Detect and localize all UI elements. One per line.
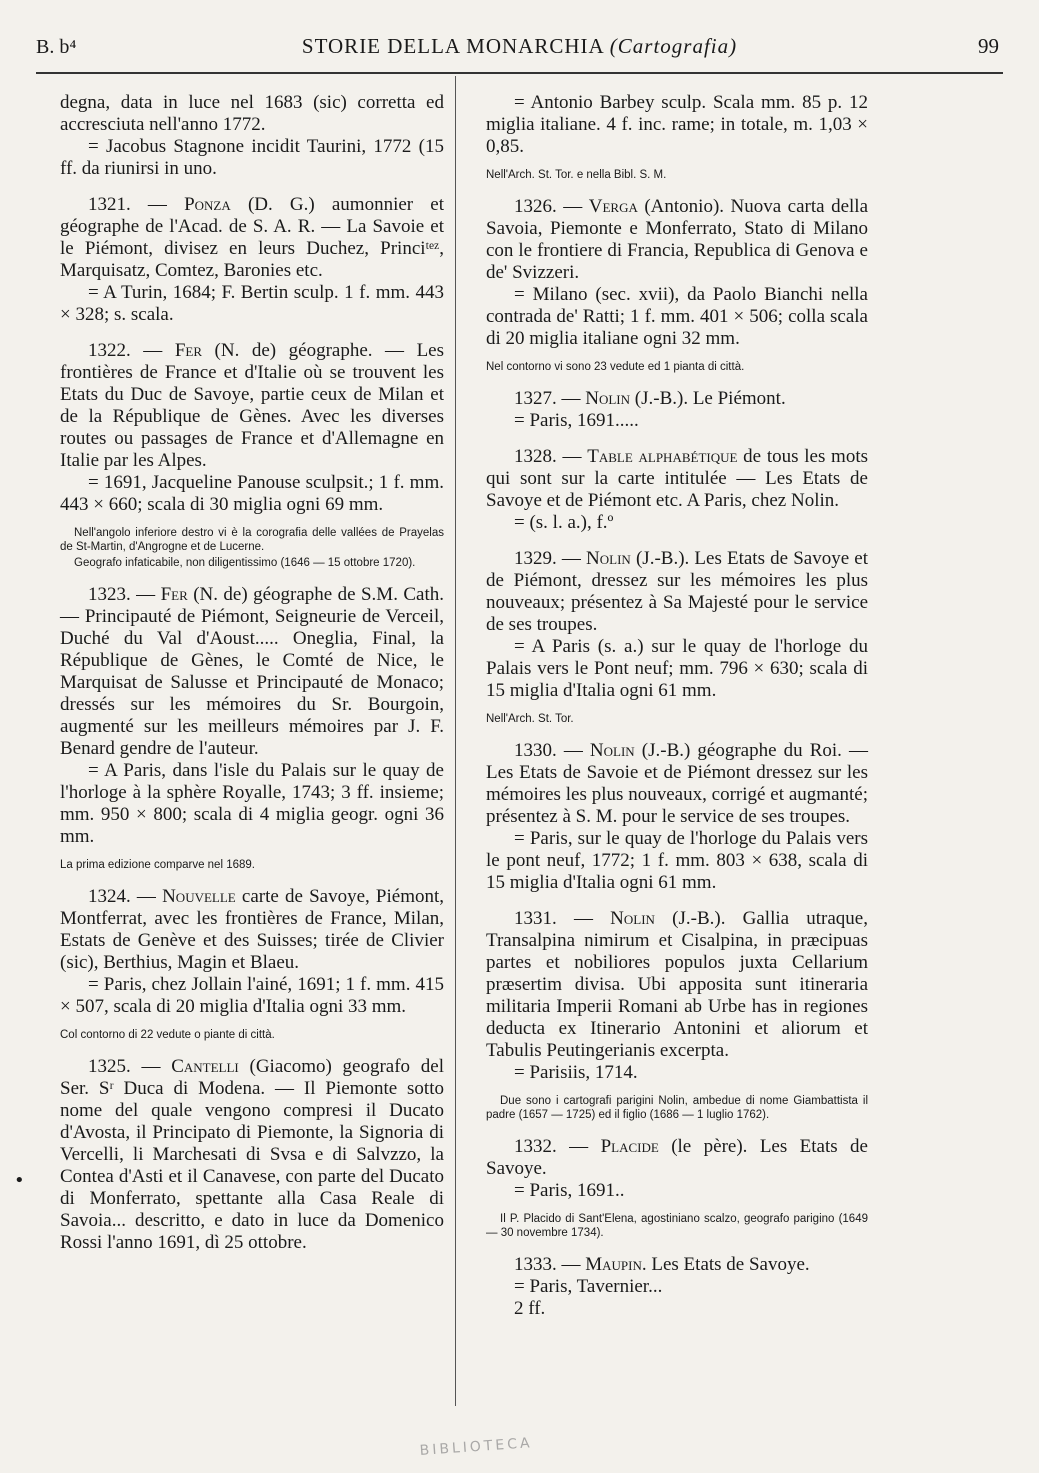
library-stamp: BIBLIOTECA [419, 1435, 534, 1459]
entry-imprint: 2 ff. [514, 1298, 546, 1319]
entry-imprint: = A Turin, 1684; F. Bertin sculp. 1 f. mm. 443 × 328; s. scala. [60, 282, 444, 325]
entry-1326: 1326. — Verga (Antonio). Nuova carta della Savoia, Piemonte e Monferrato, Stato di Milano con le frontiere di Francia, Republica di Genova e de' Svizzeri. = Milano (sec. xvii), da Paolo Bianchi nella contrada de' Ratti; 1 f. mm. 401 × 506; colla scala di 20 miglia italiane ogni 32 mm. Nel contorno vi sono 23 vedute ed 1 pianta di città. [486, 196, 869, 373]
entry-number: 1329. [514, 548, 557, 569]
entry-author: Nouvelle [162, 886, 236, 907]
entry-1327: 1327. — Nolin (J.-B.). Le Piémont. = Paris, 1691..... [486, 388, 868, 432]
entry-1321: 1321. — Ponza (D. G.) aumonnier et géographe de l'Acad. de S. A. R. — La Savoie et le Piémont, divisez en leurs Duchez, Princiᵗᵉᶻ, Marquisatz, Comtez, Baronies etc. = A Turin, 1684; F. Bertin sculp. 1 f. mm. 443 × 328; s. scala. [60, 194, 445, 325]
entry-text: (Antonio). Nuova carta della Savoia, Piemonte e Monferrato, Stato di Milano con le frontiere di Francia, Republica di Genova e de' Svizzeri. [486, 196, 869, 283]
entry-note: Il P. Placido di Sant'Elena, agostiniano scalzo, geografo parigino (1649 — 30 novembre 1734). [486, 1213, 868, 1239]
entry-author: Nolin [585, 388, 631, 409]
entry-1323: 1323. — Fer (N. de) géographe de S.M. Cath. — Principauté de Piémont, Seigneurie de Verceil, Duché du Val d'Aoust..... Oneglia, Final, la République de Gènes, le Comté de Nice, le Marquisat de Salusse et Principauté de Monaco; dressés sur les mémoires du Sr. Bourgoin, augmenté sur les meilleurs mémoires par J. F. Benard gendre de l'auteur. = A Paris, dans l'isle du Palais sur le quay de l'horloge à la sphère Royalle, 1743; 3 ff. insieme; mm. 950 × 800; scala di 4 miglia geogr. ogni 36 mm. La prima edizione comparve nel 1689. [60, 584, 445, 871]
column-divider [455, 76, 456, 1406]
entry-1332: 1332. — Placide (le père). Les Etats de Savoye. = Paris, 1691.. Il P. Placido di Sant'Elena, agostiniano scalzo, geografo parigino (1649 — 30 novembre 1734). [486, 1136, 868, 1239]
entry-note: La prima edizione comparve nel 1689. [60, 859, 255, 871]
page-header [36, 32, 1003, 74]
entry-1330: 1330. — Nolin (J.-B.) géographe du Roi. — Les Etats de Savoie et de Piémont dressez sur les mémoires les plus nouveaux, corrigé et augmanté; présentez à S. M. pour le service de ses troupes. = Paris, sur le quay de l'horloge du Palais vers le pont neuf, 1772; 1 f. mm. 803 × 638, scala di 15 miglia d'Italia ogni 61 mm. [486, 740, 868, 893]
entry-continuation-right [486, 92, 868, 182]
entry-text: carte de Savoye, Piémont, Montferrat, avec les frontières de France, Milan, Estats de Genève et des Suisses; tirée de Clivier (sic), Berthius, Magin et Blaeu. [60, 886, 444, 973]
entry-imprint: = Paris, chez Jollain l'ainé, 1691; 1 f. mm. 415 × 507, scala di 20 miglia d'Italia ogni 33 mm. [60, 974, 444, 1017]
entry-text: (D. G.) aumonnier et géographe de l'Acad. de S. A. R. — La Savoie et le Piémont, divisez en leurs Duchez, Princiᵗᵉᶻ, Marquisatz, Comtez, Baronies etc. [60, 194, 445, 281]
entry-1324: 1324. — Nouvelle carte de Savoye, Piémont, Montferrat, avec les frontières de France, Milan, Estats de Genève et des Suisses; tirée de Clivier (sic), Berthius, Magin et Blaeu. = Paris, chez Jollain l'ainé, 1691; 1 f. mm. 415 × 507, scala di 20 miglia d'Italia ogni 33 mm. Col contorno di 22 vedute o piante di città. [60, 886, 444, 1041]
entry-note: Due sono i cartografi parigini Nolin, ambedue di nome Giambattista il padre (1657 — 1725) ed il figlio (1686 — 1 luglio 1762). [486, 1095, 868, 1121]
entry-imprint: = (s. l. a.), f.º [514, 512, 614, 533]
entry-note: Nell'Arch. St. Tor. [486, 713, 574, 725]
left-column [60, 92, 444, 1254]
right-column [486, 92, 868, 1320]
entry-imprint: = Paris, 1691.. [514, 1180, 625, 1201]
entry-author: Nolin [586, 548, 631, 569]
entry-number: 1331. [514, 908, 557, 929]
entry-imprint: = A Paris, dans l'isle du Palais sur le quay de l'horloge à la sphère Royalle, 1743; 3 ff. insieme; mm. 950 × 800; scala di 4 miglia geogr. ogni 36 mm. [60, 760, 444, 847]
entry-text: (le père). Les Etats de Savoye. [486, 1136, 868, 1179]
entry-note: Col contorno di 22 vedute o piante di città. [60, 1029, 275, 1041]
entry-text: (Giacomo) geografo del Ser. Sʳ Duca di Modena. — Il Piemonte sotto nome del quale vengono compresi il Ducato d'Avosta, il Principato di Piemonte, la Signoria di Vercelli, li Marchesati di Svsa e di Salvzzo, la Contea d'Asti et il Canavese, con parte del Ducato di Monferrato, spettante alla Casa Reale di Savoia... descritto, e dato in luce da Domenico Rossi l'anno 1691, dì 25 ottobre. [60, 1056, 444, 1253]
entry-note: Nel contorno vi sono 23 vedute ed 1 pianta di città. [486, 361, 745, 373]
entry-imprint: = Antonio Barbey sculp. Scala mm. 85 p. 12 miglia italiane. 4 f. inc. rame; in totale, m. 1,03 × 0,85. [486, 92, 868, 157]
entry-imprint: = Jacobus Stagnone incidit Taurini, 1772 (15 ff. da riunirsi in uno. [60, 136, 444, 179]
entry-1333: 1333. — Maupin. Les Etats de Savoye. = Paris, Tavernier... 2 ff. [486, 1254, 868, 1320]
entry-author: Placide [600, 1136, 659, 1157]
entry-text: degna, data in luce nel 1683 (sic) corretta ed accresciuta nell'anno 1772. [60, 92, 444, 135]
entry-number: 1325. [88, 1056, 131, 1077]
margin-bullet-mark: • [14, 1170, 25, 1191]
entry-text: (J.-B.). Les Etats de Savoye et de Piémont, dressez sur les mémoires les plus nouveaux; présentez à Sa Majesté pour le service de ses troupes. [486, 548, 868, 635]
entry-number: 1323. [88, 584, 131, 605]
entry-author: Fer [174, 340, 202, 361]
entry-author: Ponza [184, 194, 231, 215]
entry-text: (J.-B.). Le Piémont. [630, 388, 786, 409]
entry-1328: 1328. — Table alphabétique de tous les mots qui sont sur la carte intitulée — Les Etats de Savoye et de Piémont etc. A Paris, chez Nolin. = (s. l. a.), f.º [486, 446, 869, 533]
entry-imprint: = Paris, 1691..... [514, 410, 639, 431]
entry-number: 1332. [514, 1136, 557, 1157]
entry-imprint: = 1691, Jacqueline Panouse sculpsit.; 1 f. mm. 443 × 660; scala di 30 miglia ogni 69 mm. [60, 472, 444, 515]
entry-author: Nolin [610, 908, 655, 929]
running-title [36, 34, 1003, 59]
entry-text: de tous les mots qui sont sur la carte intitulée — Les Etats de Savoye et de Piémont etc. A Paris, chez Nolin. [486, 446, 869, 511]
entry-number: 1333. [514, 1254, 557, 1275]
entry-author: Fer [160, 584, 188, 605]
entry-imprint: = A Paris (s. a.) sur le quay de l'horloge du Palais vers le Pont neuf; mm. 796 × 630; scala di 15 miglia d'Italia ogni 61 mm. [486, 636, 868, 701]
entry-number: 1328. [514, 446, 557, 467]
entry-imprint: = Parisiis, 1714. [514, 1062, 638, 1083]
entry-1329: 1329. — Nolin (J.-B.). Les Etats de Savoye et de Piémont, dressez sur les mémoires les plus nouveaux; présentez à Sa Majesté pour le service de ses troupes. = A Paris (s. a.) sur le quay de l'horloge du Palais vers le Pont neuf; mm. 796 × 630; scala di 15 miglia d'Italia ogni 61 mm. Nell'Arch. St. Tor. [486, 548, 868, 725]
entry-note: Geografo infaticabile, non diligentissimo (1646 — 15 ottobre 1720). [74, 557, 416, 569]
entry-text: (J.-B.). Gallia utraque, Transalpina nimirum et Cisalpina, in præcipuas partes et nobiliores populos juxta Cellarium præsertim divisa. Ubi apposita sunt itineraria militaria Imperii Romani ab Urbe has in regiones deducta ex Itinerario Antonini et aliorum et Tabulis Peutingerianis excerpta. [486, 908, 868, 1061]
entry-imprint: = Paris, sur le quay de l'horloge du Palais vers le pont neuf, 1772; 1 f. mm. 803 × 638, scala di 15 miglia d'Italia ogni 61 mm. [486, 828, 868, 893]
entry-author: Cantelli [171, 1056, 239, 1077]
entry-number: 1322. [88, 340, 131, 361]
entry-number: 1330. [514, 740, 557, 761]
running-title-main: STORIE DELLA MONARCHIA [301, 34, 610, 58]
entry-number: 1321. [88, 194, 131, 215]
entry-number: 1324. [88, 886, 131, 907]
entry-author: Maupin. [585, 1254, 647, 1275]
entry-note: Nell'Arch. St. Tor. e nella Bibl. S. M. [486, 169, 667, 181]
entry-note: Nell'angolo inferiore destro vi è la corografia delle vallées de Prayelas de St-Martin, d'Angrogne et de Lucerne. [60, 527, 444, 553]
entry-number: 1326. [514, 196, 557, 217]
entry-author: Nolin [589, 740, 635, 761]
entry-text: (N. de) géographe de S.M. Cath. — Principauté de Piémont, Seigneurie de Verceil, Duché du Val d'Aoust..... Oneglia, Final, la République de Gènes, le Comté de Nice, le Marquisat de Salusse et Principauté de Monaco; dressés sur les mémoires du Sr. Bourgoin, augmenté sur les meilleurs mémoires par J. F. Benard gendre de l'auteur. [60, 584, 445, 759]
entry-1322: 1322. — Fer (N. de) géographe. — Les frontières de France et d'Italie où se trouvent les Etats du Duc de Savoye, partie ceux de Milan et de la République de Gènes. Avec les diverses routes ou passages de France et d'Allemagne en Italie par les Alpes. = 1691, Jacqueline Panouse sculpsit.; 1 f. mm. 443 × 660; scala di 30 miglia ogni 69 mm. Nell'angolo inferiore destro vi è la corografia delle vallées de Prayelas de St-Martin, d'Angrogne et de Lucerne. Geografo infaticabile, non diligentissimo (1646 — 15 ottobre 1720). [60, 340, 445, 569]
entry-author: Verga [588, 196, 638, 217]
page-number: 99 [978, 34, 999, 58]
running-title-sub: (Cartografia) [609, 34, 738, 58]
entry-continuation-left [60, 92, 444, 180]
entry-number: 1327. [514, 388, 557, 409]
entry-1331: 1331. — Nolin (J.-B.). Gallia utraque, Transalpina nimirum et Cisalpina, in præcipuas partes et nobiliores populos juxta Cellarium præsertim divisa. Ubi apposita sunt itineraria militaria Imperii Romani ab Urbe has in regiones deducta ex Itinerario Antonini et aliorum et Tabulis Peutingerianis excerpta. = Parisiis, 1714. Due sono i cartografi parigini Nolin, ambedue di nome Giambattista il padre (1657 — 1725) ed il figlio (1686 — 1 luglio 1762). [486, 908, 868, 1121]
entry-imprint: = Milano (sec. xvii), da Paolo Bianchi nella contrada de' Ratti; 1 f. mm. 401 × 506; colla scala di 20 miglia italiane ogni 32 mm. [486, 284, 868, 349]
entry-text: (N. de) géographe. — Les frontières de France et d'Italie où se trouvent les Etats du Duc de Savoye, partie ceux de Milan et de la République de Gènes. Avec les diverses routes ou passages de France et d'Allemagne en Italie par les Alpes. [60, 340, 445, 471]
entry-imprint: = Paris, Tavernier... [514, 1276, 663, 1297]
entry-author: Table alphabétique [587, 446, 738, 467]
entry-text: Les Etats de Savoye. [646, 1254, 810, 1275]
entry-text: (J.-B.) géographe du Roi. — Les Etats de Savoie et de Piémont dressez sur les mémoires les plus nouveaux, corrigé et augmanté; présentez à S. M. pour le service de ses troupes. [486, 740, 868, 827]
entry-1325: 1325. — Cantelli (Giacomo) geografo del Ser. Sʳ Duca di Modena. — Il Piemonte sotto nome del quale vengono compresi il Ducato d'Avosta, il Principato di Piemonte, la Signoria di Vercelli, li Marchesati di Svsa e di Salvzzo, la Contea d'Asti et il Canavese, con parte del Ducato di Monferrato, spettante alla Casa Reale di Savoia... descritto, e dato in luce da Domenico Rossi l'anno 1691, dì 25 ottobre. [60, 1056, 444, 1253]
signature-mark: B. b⁴ [36, 36, 77, 58]
